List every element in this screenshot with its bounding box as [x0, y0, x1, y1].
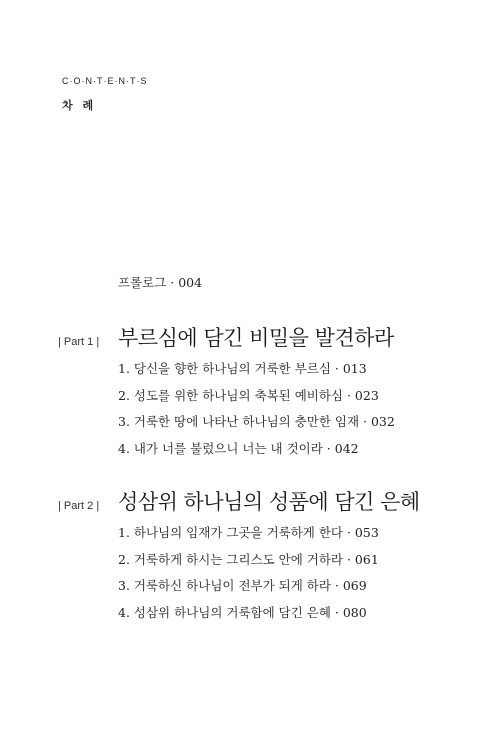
- part-1-header: [58, 322, 394, 352]
- prologue-entry: 프롤로그 · 004: [118, 275, 203, 290]
- part-1-title: 부르심에 담긴 비밀을 발견하라: [118, 326, 394, 350]
- chapter-entry: 1. 당신을 향한 하나님의 거룩한 부르심 · 013: [118, 361, 367, 376]
- chapter-entry: 3. 거룩한 땅에 나타난 하나님의 충만한 임재 · 032: [118, 414, 395, 429]
- part-1-chapter-list: [118, 359, 395, 465]
- chapter-entry: 2. 거룩하게 하시는 그리스도 안에 거하라 · 061: [118, 551, 379, 567]
- part-2-header: [58, 486, 420, 516]
- part-2-chapter-list: [118, 523, 379, 629]
- chapter-entry: 3. 거룩하신 하나님이 전부가 되게 하라 · 069: [118, 578, 367, 593]
- chapter-entry: 1. 하나님의 임재가 그곳을 거룩하게 한다 · 053: [118, 525, 379, 540]
- chapter-entry: 2. 성도를 위한 하나님의 축복된 예비하심 · 023: [118, 387, 379, 403]
- part-2-title: 성삼위 하나님의 성품에 담긴 은혜: [118, 490, 420, 514]
- part-2-label: | Part 2 |: [58, 500, 100, 512]
- chapter-entry: 4. 성삼위 하나님의 거룩함에 담긴 은혜 · 080: [118, 604, 367, 620]
- part-1-label: | Part 1 |: [58, 336, 100, 348]
- chapter-entry: 4. 내가 너를 불렀으니 너는 내 것이라 · 042: [118, 440, 359, 456]
- toc-heading: 차 례: [62, 99, 97, 112]
- contents-label: C·O·N·T·E·N·T·S: [62, 76, 148, 86]
